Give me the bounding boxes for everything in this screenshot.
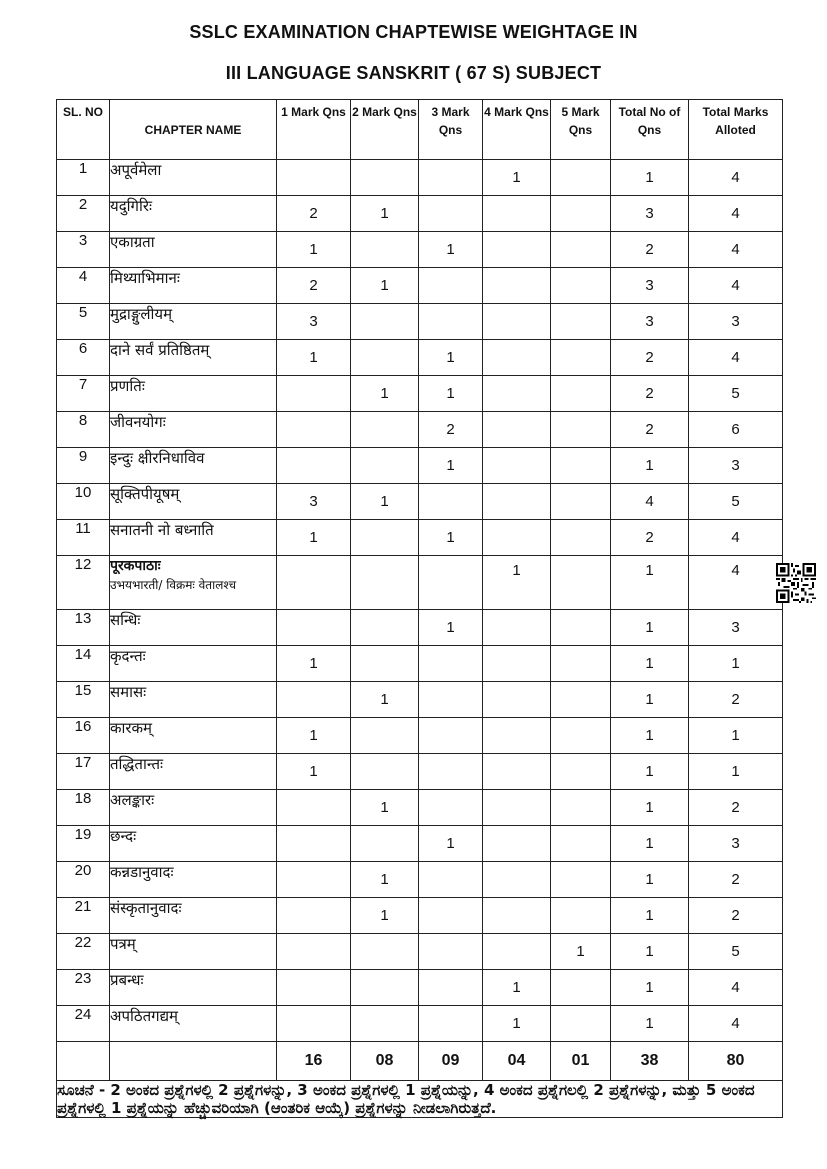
- sl-no-cell: 7: [57, 376, 110, 412]
- table-row: [57, 862, 783, 898]
- total-qns-cell: 1: [611, 1006, 689, 1042]
- total-2-mark: 08: [351, 1042, 419, 1081]
- 4-mark-cell: [483, 790, 551, 826]
- 1-mark-cell: [277, 448, 351, 484]
- total-marks-cell: 4: [689, 970, 783, 1006]
- sl-no-cell: 5: [57, 304, 110, 340]
- table-row: [57, 412, 783, 448]
- 3-mark-cell: [419, 484, 483, 520]
- 1-mark-cell: [277, 826, 351, 862]
- 1-mark-cell: [277, 934, 351, 970]
- table-row: [57, 790, 783, 826]
- total-marks-cell: 1: [689, 646, 783, 682]
- 5-mark-cell: [551, 412, 611, 448]
- 1-mark-cell: [277, 970, 351, 1006]
- total-qns-cell: 2: [611, 520, 689, 556]
- 2-mark-cell: [351, 304, 419, 340]
- header-3-mark: 3 Mark Qns: [419, 100, 483, 160]
- sl-no-cell: 2: [57, 196, 110, 232]
- 3-mark-cell: [419, 196, 483, 232]
- total-4-mark: 04: [483, 1042, 551, 1081]
- 2-mark-cell: [351, 340, 419, 376]
- 3-mark-cell: 1: [419, 448, 483, 484]
- sl-no-cell: 18: [57, 790, 110, 826]
- chapter-name-cell: मुद्राङ्गुलीयम्: [110, 304, 277, 340]
- page-title: SSLC EXAMINATION CHAPTEWISE WEIGHTAGE IN: [189, 22, 638, 42]
- total-1-mark: 16: [277, 1042, 351, 1081]
- page-subtitle: III LANGUAGE SANSKRIT ( 67 S) SUBJECT: [225, 63, 602, 83]
- 2-mark-cell: [351, 448, 419, 484]
- total-marks-cell: 2: [689, 862, 783, 898]
- 3-mark-cell: [419, 160, 483, 196]
- 1-mark-cell: 1: [277, 718, 351, 754]
- 1-mark-cell: 2: [277, 268, 351, 304]
- table-row: [57, 826, 783, 862]
- total-marks-cell: 4: [689, 268, 783, 304]
- 4-mark-cell: [483, 340, 551, 376]
- total-marks-cell: 5: [689, 376, 783, 412]
- total-marks-cell: 4: [689, 160, 783, 196]
- total-qns-cell: 3: [611, 304, 689, 340]
- sl-no-cell: 24: [57, 1006, 110, 1042]
- totals-row: [57, 1042, 783, 1081]
- 3-mark-cell: [419, 934, 483, 970]
- 4-mark-cell: [483, 484, 551, 520]
- 3-mark-cell: 1: [419, 520, 483, 556]
- 2-mark-cell: 1: [351, 484, 419, 520]
- chapter-name-cell: कृदन्तः: [110, 646, 277, 682]
- chapter-name: पूरकपाठाः: [110, 558, 161, 574]
- totals-blank-name: [110, 1042, 277, 1081]
- table-row: [57, 718, 783, 754]
- 2-mark-cell: [351, 970, 419, 1006]
- total-marks-cell: 4: [689, 232, 783, 268]
- 4-mark-cell: 1: [483, 160, 551, 196]
- sl-no-cell: 12: [57, 556, 110, 610]
- 2-mark-cell: [351, 754, 419, 790]
- 5-mark-cell: [551, 160, 611, 196]
- total-marks-cell: 3: [689, 304, 783, 340]
- table-row: [57, 340, 783, 376]
- 5-mark-cell: [551, 718, 611, 754]
- total-marks: 80: [689, 1042, 783, 1081]
- 4-mark-cell: 1: [483, 556, 551, 610]
- 3-mark-cell: 1: [419, 826, 483, 862]
- 5-mark-cell: [551, 484, 611, 520]
- sl-no-cell: 13: [57, 610, 110, 646]
- chapter-name-cell: मिथ्याभिमानः: [110, 268, 277, 304]
- chapter-name-cell: अलङ्कारः: [110, 790, 277, 826]
- total-marks-cell: 4: [689, 196, 783, 232]
- 3-mark-cell: [419, 304, 483, 340]
- total-marks-cell: 4: [689, 556, 783, 610]
- header-total-qns: Total No of Qns: [611, 100, 689, 160]
- total-qns-cell: 1: [611, 970, 689, 1006]
- note-row: [57, 1081, 783, 1118]
- 4-mark-cell: 1: [483, 1006, 551, 1042]
- 5-mark-cell: [551, 898, 611, 934]
- chapter-subname: उभयभारती/ विक्रमः वेतालश्च: [110, 578, 237, 592]
- note-text: ಸೂಚನೆ - 2 ಅಂಕದ ಪ್ರಶ್ನೆಗಳಲ್ಲಿ 2 ಪ್ರಶ್ನೆಗಳನ್ನು, 3 ಅಂಕದ ಪ್ರಶ್ನೆಗಳಲ್ಲಿ 1 ಪ್ರಶ್ನೆಯನ್ನು, 4 ಅಂಕದ ಪ್ರಶ್ನೆಗಲಲ್ಲಿ 2 ಪ್ರಶ್ನೆಗಳನ್ನು, ಮತ್ತು 5 ಅಂಕದ ಪ್ರಶ್ನೆಗಳಲ್ಲಿ 1 ಪ್ರಶ್ನೆಯನ್ನು ಹೆಚ್ಚುವರಿಯಾಗಿ (ಆಂತರಿಕ ಆಯ್ಕೆ) ಪ್ರಶ್ನೆಗಳನ್ನು ನೀಡಲಾಗಿರುತ್ತದೆ.: [57, 1081, 783, 1118]
- 5-mark-cell: [551, 1006, 611, 1042]
- 4-mark-cell: [483, 232, 551, 268]
- total-marks-cell: 2: [689, 790, 783, 826]
- 2-mark-cell: [351, 232, 419, 268]
- 5-mark-cell: 1: [551, 934, 611, 970]
- total-marks-cell: 6: [689, 412, 783, 448]
- 3-mark-cell: [419, 754, 483, 790]
- 5-mark-cell: [551, 754, 611, 790]
- 4-mark-cell: [483, 682, 551, 718]
- 1-mark-cell: [277, 790, 351, 826]
- table-row: [57, 304, 783, 340]
- 2-mark-cell: 1: [351, 682, 419, 718]
- total-qns-cell: 2: [611, 376, 689, 412]
- sl-no-cell: 9: [57, 448, 110, 484]
- total-qns-cell: 1: [611, 448, 689, 484]
- total-marks-cell: 4: [689, 520, 783, 556]
- total-marks-cell: 5: [689, 934, 783, 970]
- 3-mark-cell: [419, 898, 483, 934]
- table-row: [57, 934, 783, 970]
- chapter-name-cell: अपठितगद्यम्: [110, 1006, 277, 1042]
- total-qns-cell: 1: [611, 160, 689, 196]
- chapter-name-cell: प्रणतिः: [110, 376, 277, 412]
- total-qns-cell: 2: [611, 232, 689, 268]
- 5-mark-cell: [551, 556, 611, 610]
- 5-mark-cell: [551, 610, 611, 646]
- 4-mark-cell: [483, 448, 551, 484]
- 5-mark-cell: [551, 520, 611, 556]
- total-qns-cell: 2: [611, 412, 689, 448]
- 1-mark-cell: [277, 412, 351, 448]
- 3-mark-cell: 1: [419, 610, 483, 646]
- table-row: [57, 898, 783, 934]
- total-marks-cell: 1: [689, 754, 783, 790]
- total-qns: 38: [611, 1042, 689, 1081]
- sl-no-cell: 14: [57, 646, 110, 682]
- total-qns-cell: 3: [611, 196, 689, 232]
- 4-mark-cell: [483, 862, 551, 898]
- 2-mark-cell: [351, 160, 419, 196]
- sl-no-cell: 22: [57, 934, 110, 970]
- sl-no-cell: 4: [57, 268, 110, 304]
- sl-no-cell: 19: [57, 826, 110, 862]
- 4-mark-cell: [483, 376, 551, 412]
- sl-no-cell: 11: [57, 520, 110, 556]
- header-row: [57, 100, 783, 160]
- header-1-mark: 1 Mark Qns: [277, 100, 351, 160]
- chapter-name-cell: सन्धिः: [110, 610, 277, 646]
- 1-mark-cell: 1: [277, 754, 351, 790]
- sl-no-cell: 20: [57, 862, 110, 898]
- total-qns-cell: 1: [611, 934, 689, 970]
- chapter-name-cell: दाने सर्वं प्रतिष्ठितम्: [110, 340, 277, 376]
- total-qns-cell: 1: [611, 898, 689, 934]
- 1-mark-cell: 1: [277, 232, 351, 268]
- 3-mark-cell: 1: [419, 340, 483, 376]
- table-row: [57, 646, 783, 682]
- 5-mark-cell: [551, 682, 611, 718]
- total-marks-cell: 1: [689, 718, 783, 754]
- 3-mark-cell: 2: [419, 412, 483, 448]
- header-sl-no: SL. NO: [57, 100, 110, 160]
- 3-mark-cell: [419, 862, 483, 898]
- table-row: [57, 484, 783, 520]
- 2-mark-cell: 1: [351, 862, 419, 898]
- table-row: [57, 970, 783, 1006]
- 3-mark-cell: [419, 646, 483, 682]
- total-marks-cell: 3: [689, 826, 783, 862]
- 2-mark-cell: [351, 646, 419, 682]
- 1-mark-cell: 3: [277, 484, 351, 520]
- table-row: [57, 268, 783, 304]
- chapter-name-cell: जीवनयोगः: [110, 412, 277, 448]
- weightage-table: [56, 99, 783, 1118]
- 5-mark-cell: [551, 304, 611, 340]
- 2-mark-cell: 1: [351, 196, 419, 232]
- 2-mark-cell: 1: [351, 898, 419, 934]
- 4-mark-cell: [483, 646, 551, 682]
- 5-mark-cell: [551, 448, 611, 484]
- table-row: [57, 682, 783, 718]
- 3-mark-cell: [419, 970, 483, 1006]
- 5-mark-cell: [551, 340, 611, 376]
- sl-no-cell: 17: [57, 754, 110, 790]
- 2-mark-cell: [351, 610, 419, 646]
- 3-mark-cell: [419, 268, 483, 304]
- 4-mark-cell: [483, 520, 551, 556]
- header-2-mark: 2 Mark Qns: [351, 100, 419, 160]
- 2-mark-cell: [351, 556, 419, 610]
- sl-no-cell: 8: [57, 412, 110, 448]
- 1-mark-cell: [277, 898, 351, 934]
- table-row: [57, 376, 783, 412]
- 2-mark-cell: [351, 934, 419, 970]
- 5-mark-cell: [551, 970, 611, 1006]
- total-5-mark: 01: [551, 1042, 611, 1081]
- sl-no-cell: 16: [57, 718, 110, 754]
- 5-mark-cell: [551, 376, 611, 412]
- 4-mark-cell: [483, 412, 551, 448]
- table-row: [57, 448, 783, 484]
- 5-mark-cell: [551, 268, 611, 304]
- chapter-name-cell: संस्कृतानुवादः: [110, 898, 277, 934]
- 1-mark-cell: [277, 1006, 351, 1042]
- 4-mark-cell: 1: [483, 970, 551, 1006]
- chapter-name-cell: अपूर्वमेला: [110, 160, 277, 196]
- chapter-name-cell: छन्दः: [110, 826, 277, 862]
- 1-mark-cell: 1: [277, 646, 351, 682]
- 3-mark-cell: [419, 556, 483, 610]
- total-marks-cell: 3: [689, 610, 783, 646]
- 2-mark-cell: [351, 826, 419, 862]
- chapter-name-cell: कारकम्: [110, 718, 277, 754]
- 5-mark-cell: [551, 232, 611, 268]
- sl-no-cell: 21: [57, 898, 110, 934]
- total-qns-cell: 1: [611, 790, 689, 826]
- 5-mark-cell: [551, 826, 611, 862]
- chapter-name-cell: प्रबन्धः: [110, 970, 277, 1006]
- table-row: [57, 196, 783, 232]
- chapter-name-cell: यदुगिरिः: [110, 196, 277, 232]
- chapter-name-cell: इन्दुः क्षीरनिधाविव: [110, 448, 277, 484]
- 4-mark-cell: [483, 826, 551, 862]
- 4-mark-cell: [483, 304, 551, 340]
- total-qns-cell: 1: [611, 718, 689, 754]
- 4-mark-cell: [483, 268, 551, 304]
- 3-mark-cell: 1: [419, 376, 483, 412]
- chapter-name-cell: [110, 556, 277, 610]
- chapter-name-cell: कन्नडानुवादः: [110, 862, 277, 898]
- 3-mark-cell: [419, 718, 483, 754]
- table-row: [57, 610, 783, 646]
- 2-mark-cell: [351, 412, 419, 448]
- 4-mark-cell: [483, 718, 551, 754]
- header-4-mark: 4 Mark Qns: [483, 100, 551, 160]
- chapter-name-cell: पत्रम्: [110, 934, 277, 970]
- chapter-name-cell: समासः: [110, 682, 277, 718]
- 3-mark-cell: [419, 682, 483, 718]
- 2-mark-cell: 1: [351, 268, 419, 304]
- total-qns-cell: 1: [611, 682, 689, 718]
- 4-mark-cell: [483, 610, 551, 646]
- total-qns-cell: 1: [611, 754, 689, 790]
- totals-blank-sl: [57, 1042, 110, 1081]
- table-row: [57, 556, 783, 610]
- chapter-name-cell: सनातनी नो बध्नाति: [110, 520, 277, 556]
- 1-mark-cell: [277, 610, 351, 646]
- sl-no-cell: 15: [57, 682, 110, 718]
- total-qns-cell: 1: [611, 862, 689, 898]
- total-qns-cell: 1: [611, 610, 689, 646]
- total-marks-cell: 4: [689, 340, 783, 376]
- 1-mark-cell: [277, 556, 351, 610]
- total-qns-cell: 3: [611, 268, 689, 304]
- table-row: [57, 754, 783, 790]
- 2-mark-cell: [351, 1006, 419, 1042]
- sl-no-cell: 6: [57, 340, 110, 376]
- 1-mark-cell: 2: [277, 196, 351, 232]
- 3-mark-cell: 1: [419, 232, 483, 268]
- header-chapter-name: CHAPTER NAME: [110, 100, 277, 160]
- total-marks-cell: 4: [689, 1006, 783, 1042]
- 1-mark-cell: 1: [277, 520, 351, 556]
- total-qns-cell: 1: [611, 556, 689, 610]
- total-qns-cell: 2: [611, 340, 689, 376]
- 5-mark-cell: [551, 196, 611, 232]
- total-marks-cell: 5: [689, 484, 783, 520]
- 3-mark-cell: [419, 1006, 483, 1042]
- qr-code-icon: [776, 563, 816, 603]
- 1-mark-cell: 1: [277, 340, 351, 376]
- 3-mark-cell: [419, 790, 483, 826]
- 4-mark-cell: [483, 196, 551, 232]
- 2-mark-cell: 1: [351, 376, 419, 412]
- table-row: [57, 1006, 783, 1042]
- total-marks-cell: 2: [689, 682, 783, 718]
- 1-mark-cell: [277, 376, 351, 412]
- 4-mark-cell: [483, 934, 551, 970]
- table-row: [57, 520, 783, 556]
- total-qns-cell: 1: [611, 646, 689, 682]
- table-row: [57, 232, 783, 268]
- chapter-name-cell: एकाग्रता: [110, 232, 277, 268]
- sl-no-cell: 23: [57, 970, 110, 1006]
- 4-mark-cell: [483, 898, 551, 934]
- total-qns-cell: 1: [611, 826, 689, 862]
- sl-no-cell: 10: [57, 484, 110, 520]
- 5-mark-cell: [551, 862, 611, 898]
- 2-mark-cell: [351, 718, 419, 754]
- sl-no-cell: 3: [57, 232, 110, 268]
- total-marks-cell: 3: [689, 448, 783, 484]
- total-marks-cell: 2: [689, 898, 783, 934]
- header-5-mark: 5 Mark Qns: [551, 100, 611, 160]
- table-row: [57, 160, 783, 196]
- 2-mark-cell: 1: [351, 790, 419, 826]
- 4-mark-cell: [483, 754, 551, 790]
- 1-mark-cell: [277, 160, 351, 196]
- total-3-mark: 09: [419, 1042, 483, 1081]
- header-total-marks: Total Marks Alloted: [689, 100, 783, 160]
- sl-no-cell: 1: [57, 160, 110, 196]
- 1-mark-cell: [277, 682, 351, 718]
- 1-mark-cell: [277, 862, 351, 898]
- total-qns-cell: 4: [611, 484, 689, 520]
- 2-mark-cell: [351, 520, 419, 556]
- chapter-name-cell: सूक्तिपीयूषम्: [110, 484, 277, 520]
- chapter-name-cell: तद्धितान्तः: [110, 754, 277, 790]
- 5-mark-cell: [551, 646, 611, 682]
- 5-mark-cell: [551, 790, 611, 826]
- 1-mark-cell: 3: [277, 304, 351, 340]
